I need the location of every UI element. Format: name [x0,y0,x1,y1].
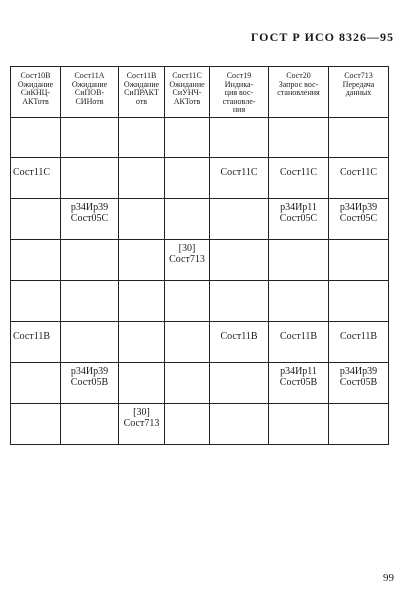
table-cell [329,404,389,445]
table-cell [11,281,61,322]
table-cell [11,404,61,445]
table-cell [329,281,389,322]
table-cell [119,158,165,199]
table-cell: Сост11С [329,158,389,199]
column-header: Сост20 Запрос вос- становления [269,67,329,118]
table-cell: Сост11В [269,322,329,363]
page-number: 99 [383,572,394,584]
table-cell: р34Ир11 Сост05С [269,199,329,240]
table-row [11,199,389,240]
table-cell [269,281,329,322]
table-cell [119,240,165,281]
table-cell [165,199,210,240]
table-cell [329,240,389,281]
table-cell [165,281,210,322]
table-cell: р34Ир39 Сост05В [329,363,389,404]
table-cell [61,158,119,199]
table-cell: Сост11С [269,158,329,199]
table-cell [11,118,61,158]
table-row [11,240,389,281]
table-row [11,118,389,158]
table-cell: Сост11В [11,322,61,363]
table-cell [210,363,269,404]
table-cell: р34Ир39 Сост05С [61,199,119,240]
document-header: ГОСТ Р ИСО 8326—95 [250,30,394,44]
table-cell [119,199,165,240]
table-cell [329,118,389,158]
column-header: Сост19 Индика- ция вос- становле- ния [210,67,269,118]
table-cell: Сост11В [329,322,389,363]
table-cell: Сост11С [210,158,269,199]
column-header: Сост11В Ожидание СиПРАКТ отв [119,67,165,118]
column-header: Сост10В Ожидание СиКНЦ- АКТотв [11,67,61,118]
table-cell: Сост11С [11,158,61,199]
table-header-row [11,67,389,118]
table-cell: [30] Сост713 [165,240,210,281]
table-cell [119,363,165,404]
table-cell: р34Ир39 Сост05В [61,363,119,404]
table-cell [269,118,329,158]
table-cell: р34Ир11 Сост05В [269,363,329,404]
table-cell [11,363,61,404]
column-header: Сост11С Ожидание СиУНЧ- АКТотв [165,67,210,118]
table-cell [61,240,119,281]
table-cell [210,118,269,158]
table-cell [210,404,269,445]
column-header: Сост713 Передача данных [329,67,389,118]
table-cell [165,404,210,445]
table-cell [210,281,269,322]
table-cell [269,240,329,281]
table-cell [165,158,210,199]
table-cell [119,322,165,363]
table-cell [61,322,119,363]
table-cell [119,118,165,158]
table-cell [165,322,210,363]
table-cell [61,281,119,322]
table-row [11,322,389,363]
table-cell [269,404,329,445]
table-cell [210,199,269,240]
table-cell: Сост11В [210,322,269,363]
table-cell: р34Ир39 Сост05С [329,199,389,240]
table-row [11,404,389,445]
table-cell [210,240,269,281]
state-transition-table [10,66,389,445]
table-cell: [30] Сост713 [119,404,165,445]
table-row [11,158,389,199]
table-cell [61,118,119,158]
table-cell [61,404,119,445]
table-cell [11,240,61,281]
table-cell [165,118,210,158]
table-row [11,363,389,404]
column-header: Сост11А Ожидание СиПОВ- СИНотв [61,67,119,118]
table-cell [11,199,61,240]
table-row [11,281,389,322]
table-cell [119,281,165,322]
table-cell [165,363,210,404]
